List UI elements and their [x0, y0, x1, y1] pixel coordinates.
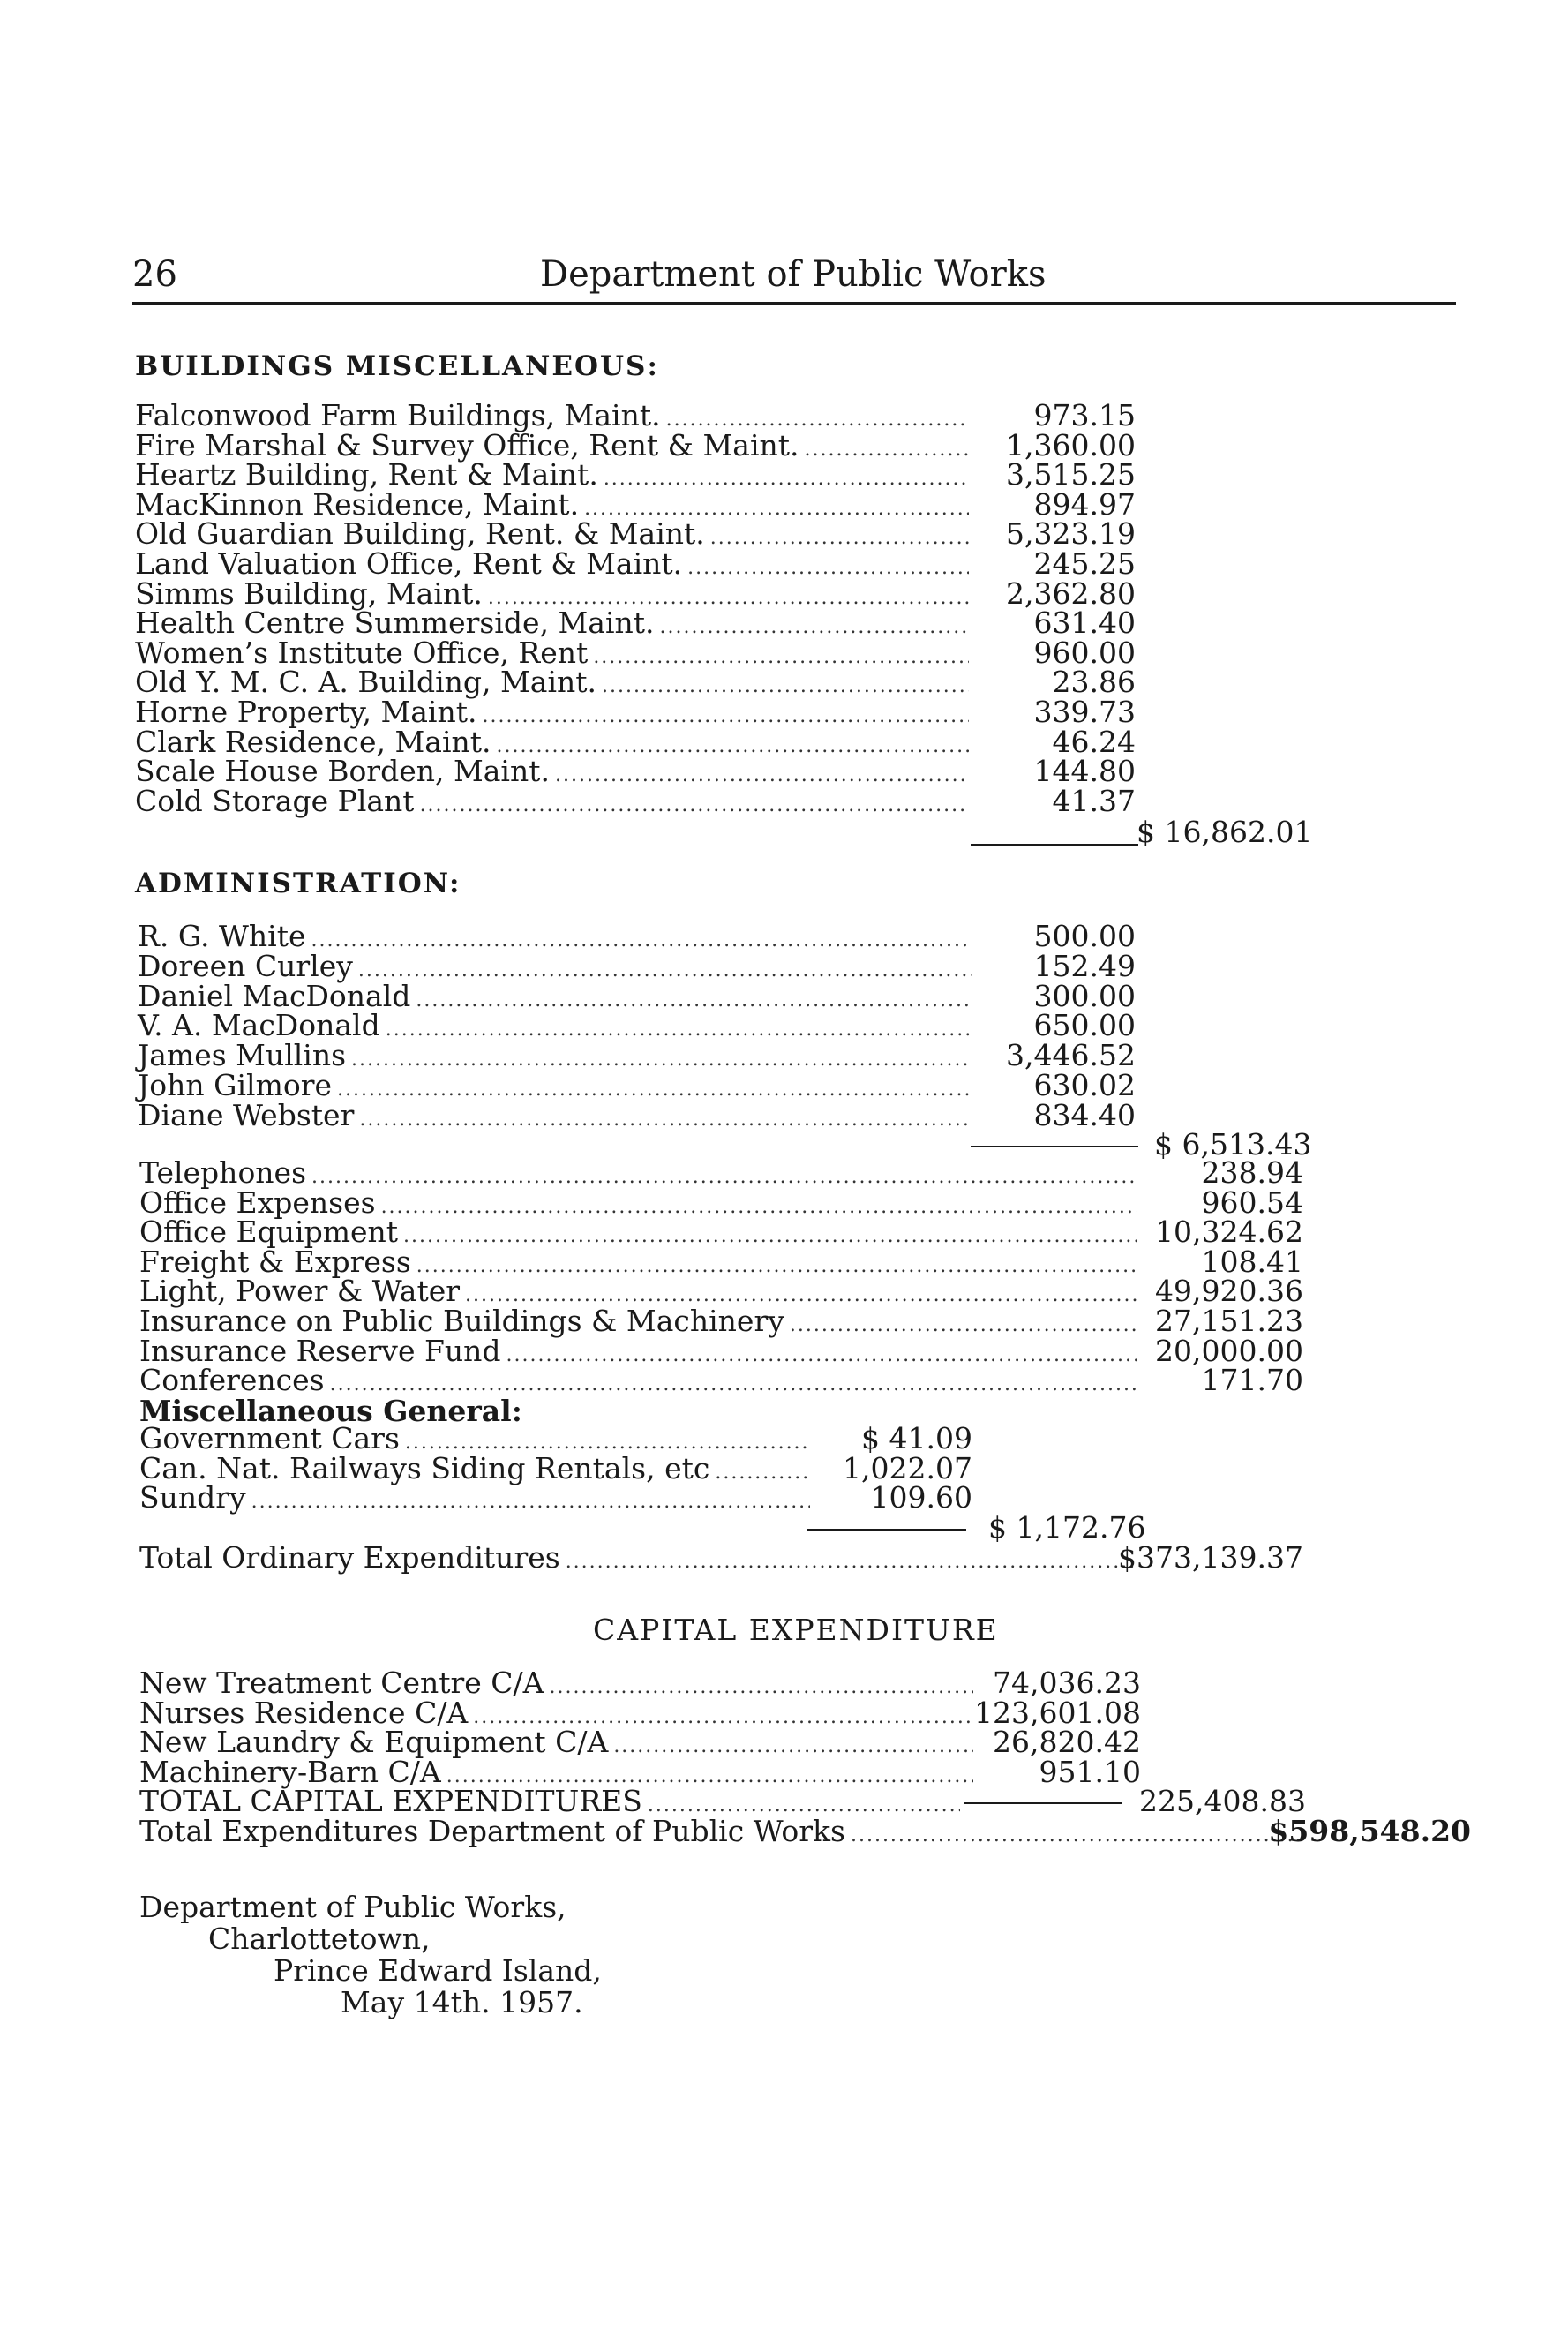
building-label: Clark Residence, Maint.: [135, 724, 491, 759]
capital-label: Nurses Residence C/A: [139, 1695, 469, 1730]
grand-total-value: $598,548.20: [1268, 1814, 1471, 1848]
buildings-total: $ 16,862.01: [1137, 815, 1313, 849]
capital-amount: 26,820.42: [993, 1725, 1141, 1760]
header-rule: [132, 302, 1456, 305]
expense-label: Office Equipment: [139, 1215, 399, 1250]
capital-total-value: 225,408.83: [1139, 1784, 1306, 1818]
building-amount: 339.73: [1033, 695, 1136, 729]
staff-label: John Gilmore: [138, 1068, 333, 1102]
expense-label: Telephones: [139, 1155, 307, 1190]
expense-label: Office Expenses: [139, 1185, 376, 1220]
staff-amount: 630.02: [1033, 1068, 1136, 1102]
staff-amount: 300.00: [1033, 978, 1136, 1013]
staff-amount: 3,446.52: [1006, 1038, 1136, 1073]
capital-label: New Laundry & Equipment C/A: [139, 1725, 609, 1760]
expense-label: Conferences: [139, 1363, 325, 1398]
staff-label: R. G. White: [138, 919, 306, 953]
building-amount: 3,515.25: [1006, 457, 1136, 493]
footer-line-province: Prince Edward Island,: [274, 1953, 602, 1988]
misc-label: Sundry: [139, 1480, 246, 1515]
misc-amount: $ 41.09: [861, 1421, 972, 1455]
footer-line-date: May 14th. 1957.: [341, 1985, 583, 2019]
subtotal-rule: [971, 844, 1138, 846]
expense-amount: 20,000.00: [1155, 1333, 1303, 1368]
building-amount: 144.80: [1033, 754, 1136, 789]
misc-label: Government Cars: [139, 1421, 400, 1455]
building-amount: 894.97: [1033, 486, 1136, 522]
building-label: Horne Property, Maint.: [135, 695, 477, 729]
capital-label: Machinery-Barn C/A: [139, 1754, 441, 1789]
expense-amount: 171.70: [1201, 1363, 1303, 1398]
building-label: Old Y. M. C. A. Building, Maint.: [135, 665, 597, 700]
expense-label: Insurance on Public Buildings & Machinery: [139, 1304, 784, 1338]
ordinary-total-row: [139, 1540, 1137, 1577]
section-heading-administration: ADMINISTRATION:: [135, 868, 461, 899]
building-amount: 631.40: [1033, 605, 1136, 641]
misc-label: Can. Nat. Railways Siding Rentals, etc: [139, 1450, 710, 1485]
staff-label: Doreen Curley: [138, 948, 353, 983]
building-label: Old Guardian Building, Rent. & Maint.: [135, 516, 705, 552]
grand-total-label: Total Expenditures Department of Public Works: [139, 1814, 845, 1848]
misc-row: [139, 1480, 810, 1517]
grand-total-row: [139, 1816, 1304, 1851]
building-label: MacKinnon Residence, Maint.: [135, 486, 580, 522]
staff-amount: 834.40: [1033, 1097, 1136, 1132]
section-heading-buildings: BUILDINGS MISCELLANEOUS:: [135, 350, 659, 382]
expense-label: Freight & Express: [139, 1244, 411, 1279]
building-amount: 2,362.80: [1006, 575, 1136, 611]
ordinary-total-value: $373,139.37: [1118, 1540, 1303, 1575]
building-label: Land Valuation Office, Rent & Maint.: [135, 546, 683, 581]
leader-dots: [251, 1487, 810, 1517]
building-label: Scale House Borden, Maint.: [135, 754, 550, 789]
building-label: Falconwood Farm Buildings, Maint.: [135, 398, 661, 432]
subtotal-rule: [807, 1529, 966, 1531]
leader-dots: [566, 1547, 1137, 1577]
building-amount: 5,323.19: [1006, 516, 1136, 552]
expense-amount: 49,920.36: [1155, 1274, 1303, 1309]
expense-label: Light, Power & Water: [139, 1274, 461, 1309]
expense-amount: 960.54: [1201, 1185, 1303, 1220]
ordinary-total-label: Total Ordinary Expenditures: [139, 1540, 560, 1575]
leader-dots: [359, 1105, 972, 1135]
page-number: 26: [132, 254, 177, 295]
footer-line-city: Charlottetown,: [208, 1922, 431, 1956]
expense-label: Insurance Reserve Fund: [139, 1333, 501, 1368]
building-amount: 46.24: [1052, 724, 1136, 759]
building-label: Heartz Building, Rent & Maint.: [135, 457, 598, 493]
staff-label: Diane Webster: [138, 1097, 355, 1132]
misc-amount: 109.60: [870, 1480, 972, 1515]
capital-amount: 123,601.08: [974, 1695, 1141, 1730]
building-amount: 245.25: [1033, 546, 1136, 581]
capital-heading: CAPITAL EXPENDITURE: [593, 1613, 999, 1647]
footer-line-department: Department of Public Works,: [139, 1890, 566, 1924]
staff-label: Daniel MacDonald: [138, 978, 411, 1013]
building-amount: 41.37: [1052, 783, 1136, 818]
capital-total-label: TOTAL CAPITAL EXPENDITURES: [139, 1784, 642, 1818]
staff-amount: 152.49: [1033, 948, 1136, 983]
staff-label: James Mullins: [138, 1038, 347, 1073]
staff-row: [138, 1097, 972, 1135]
capital-amount: 951.10: [1039, 1754, 1141, 1789]
staff-label: V. A. MacDonald: [138, 1008, 380, 1043]
building-label: Women’s Institute Office, Rent: [135, 635, 589, 670]
building-amount: 23.86: [1052, 665, 1136, 700]
leader-dots: [851, 1821, 1304, 1851]
staff-total: $ 6,513.43: [1154, 1127, 1312, 1162]
subtotal-rule: [964, 1802, 1122, 1804]
capital-amount: 74,036.23: [993, 1666, 1141, 1700]
page-title: Department of Public Works: [540, 254, 1047, 295]
building-amount: 1,360.00: [1006, 427, 1136, 463]
staff-amount: 650.00: [1033, 1008, 1136, 1043]
building-label: Cold Storage Plant: [135, 783, 415, 818]
building-row: [135, 783, 969, 821]
building-amount: 973.15: [1033, 398, 1136, 432]
capital-label: New Treatment Centre C/A: [139, 1666, 544, 1700]
building-amount: 960.00: [1033, 635, 1136, 670]
building-label: Simms Building, Maint.: [135, 575, 483, 611]
expense-amount: 27,151.23: [1155, 1304, 1303, 1338]
building-label: Fire Marshal & Survey Office, Rent & Maint.: [135, 427, 799, 463]
misc-heading: Miscellaneous General:: [139, 1394, 522, 1428]
expense-amount: 10,324.62: [1155, 1215, 1303, 1250]
misc-amount: 1,022.07: [843, 1450, 972, 1485]
building-label: Health Centre Summerside, Maint.: [135, 605, 655, 641]
expense-amount: 238.94: [1201, 1155, 1303, 1190]
misc-total: $ 1,172.76: [988, 1510, 1146, 1545]
subtotal-rule: [971, 1146, 1138, 1147]
expense-amount: 108.41: [1201, 1244, 1303, 1279]
leader-dots: [420, 791, 969, 821]
staff-amount: 500.00: [1033, 919, 1136, 953]
